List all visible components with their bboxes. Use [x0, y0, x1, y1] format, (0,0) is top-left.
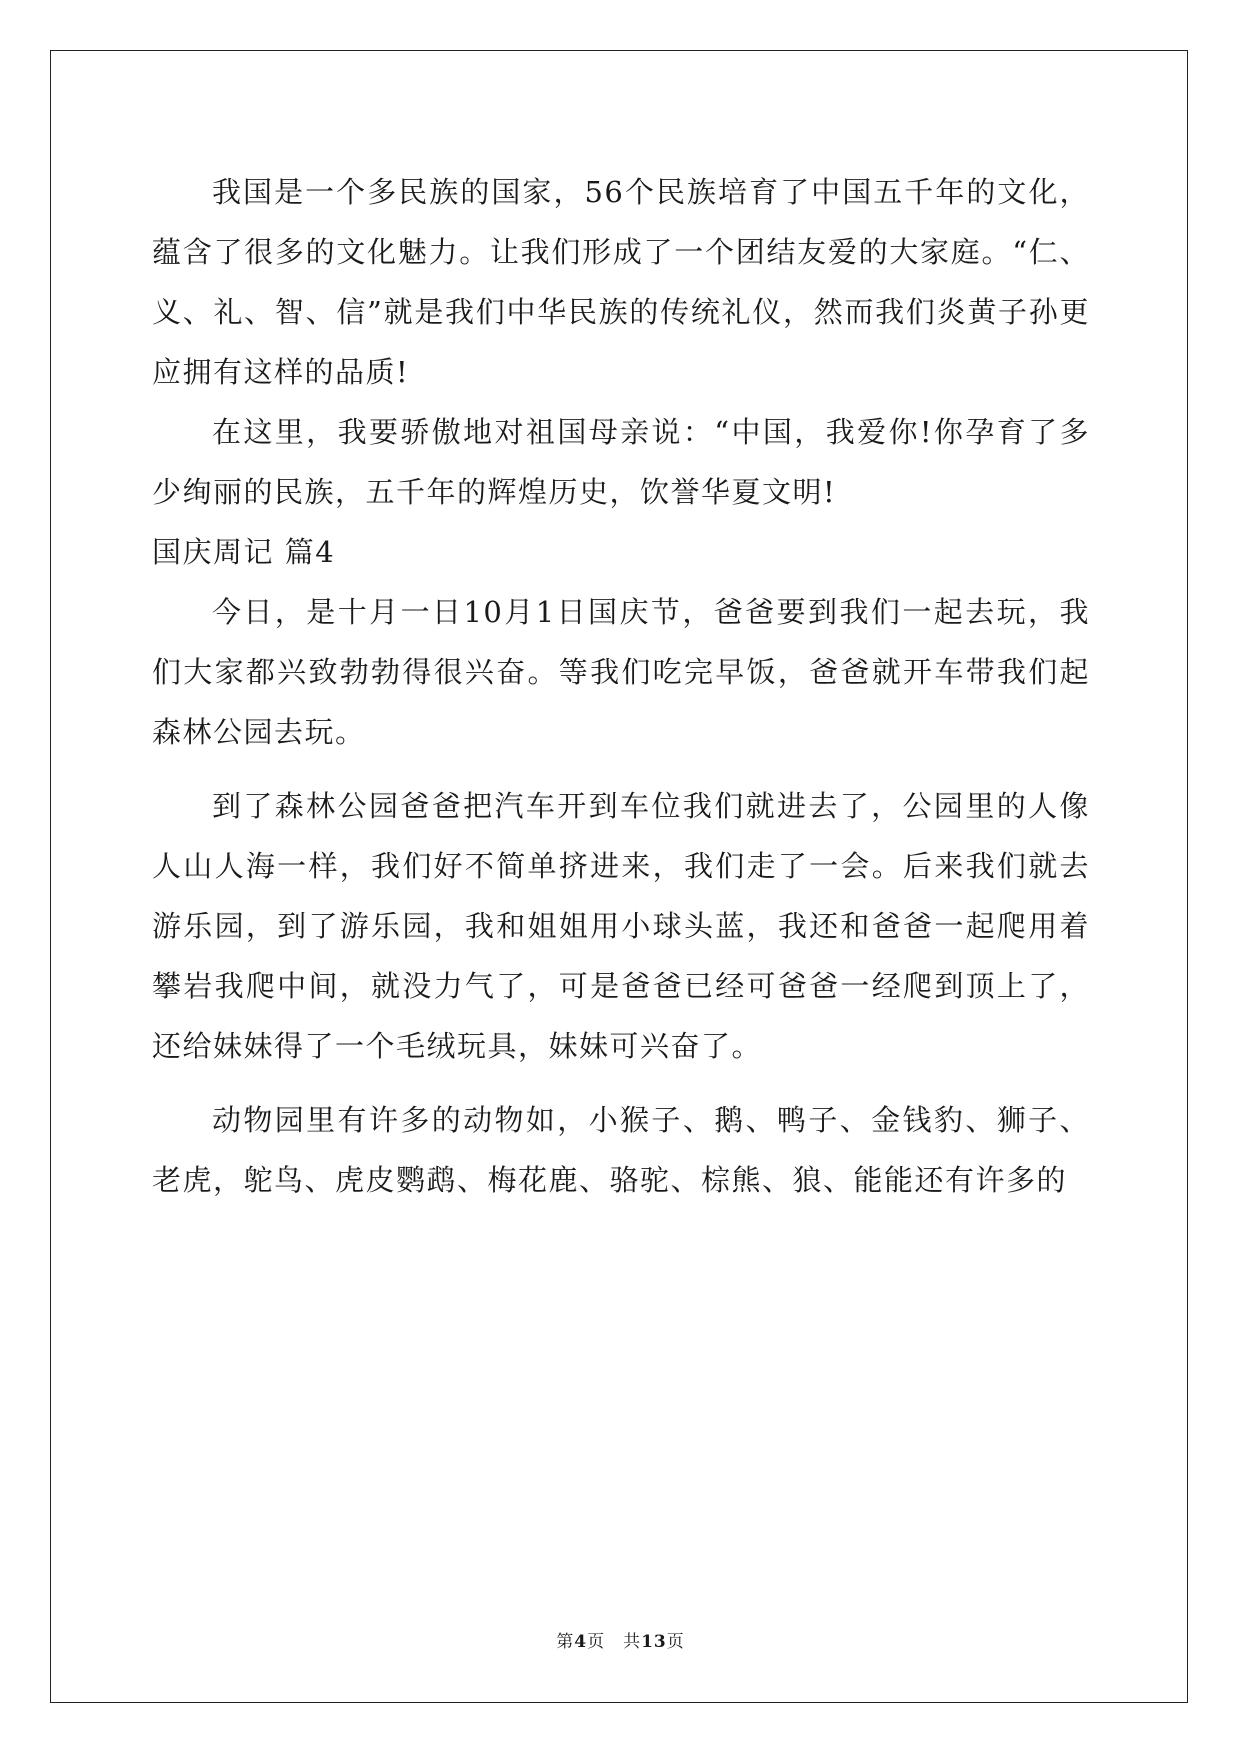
footer-total-prefix: 共	[623, 1632, 642, 1652]
footer-total-number: 13	[641, 1632, 667, 1652]
footer-total-suffix: 页	[666, 1632, 685, 1652]
paragraph-5: 动物园里有许多的动物如，小猴子、鹅、鸭子、金钱豹、狮子、老虎，鸵鸟、虎皮鹦鹉、梅花鹿、骆驼、棕熊、狼、能能还有许多的	[152, 1103, 1090, 1197]
paragraph-4: 到了森林公园爸爸把汽车开到车位我们就进去了，公园里的人像人山人海一样，我们好不简单挤进来，我们走了一会。后来我们就去游乐园，到了游乐园，我和姐姐用小球头蓝，我还和爸爸一起爬用着攀岩我爬中间，就没力气了，可是爸爸已经可爸爸一经爬到顶上了，还给妹妹得了一个毛绒玩具，妹妹可兴奋了。	[152, 789, 1090, 1063]
section-heading: 国庆周记 篇4	[152, 535, 336, 569]
footer-page-prefix: 第	[556, 1632, 575, 1652]
paragraph-2: 在这里，我要骄傲地对祖国母亲说：“中国，我爱你!你孕育了多少绚丽的民族，五千年的辉煌历史，饮誉华夏文明!	[152, 415, 1090, 509]
paragraph-3: 今日，是十月一日10月1日国庆节，爸爸要到我们一起去玩，我们大家都兴致勃勃得很兴奋。等我们吃完早饭，爸爸就开车带我们起森林公园去玩。	[152, 595, 1090, 749]
footer-page-number: 4	[574, 1632, 588, 1652]
paragraph-1: 我国是一个多民族的国家，56个民族培育了中国五千年的文化，蕴含了很多的文化魅力。让我们形成了一个团结友爱的大家庭。“仁、义、礼、智、信”就是我们中华民族的传统礼仪，然而我们炎黄子孙更应拥有这样的品质!	[152, 175, 1090, 389]
footer-page-suffix: 页	[587, 1632, 606, 1652]
page-footer	[0, 1627, 1241, 1652]
document-body	[152, 162, 1090, 1210]
